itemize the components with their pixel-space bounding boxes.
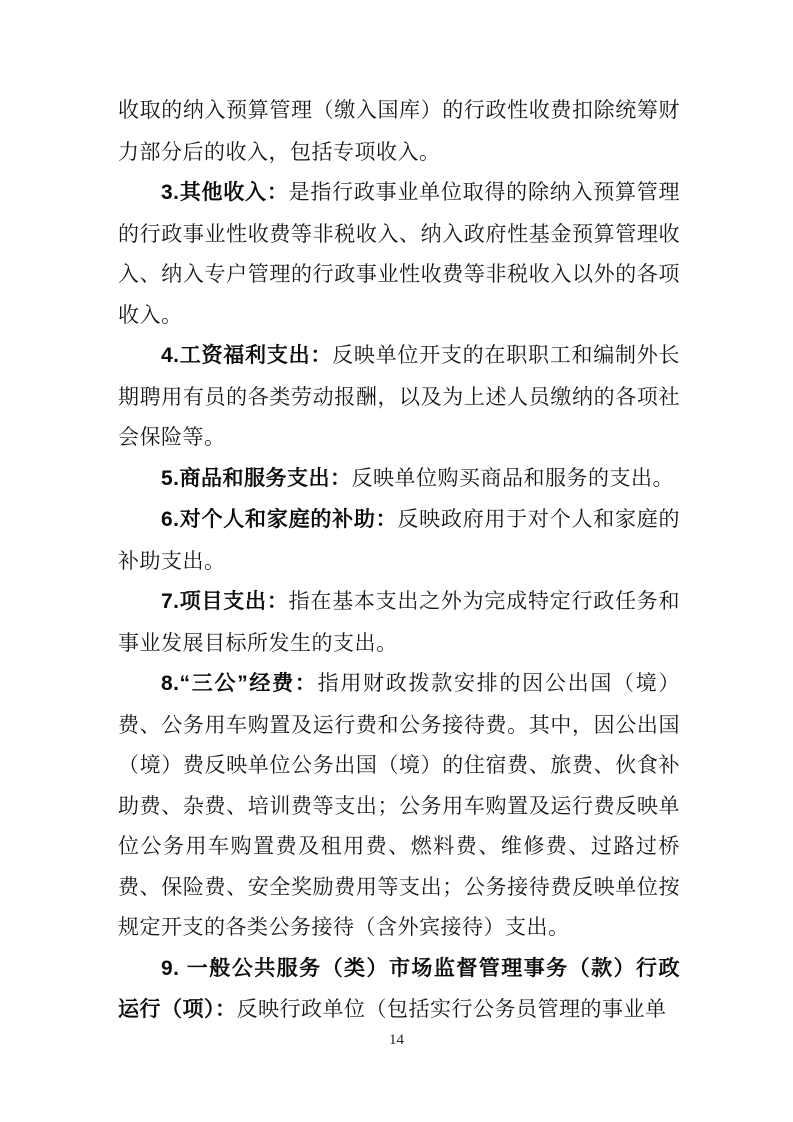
page-number: 14: [389, 1032, 404, 1048]
paragraph-lead: 6.对个人和家庭的补助：: [161, 508, 398, 531]
paragraph: [118, 663, 680, 948]
paragraph: [118, 948, 680, 1031]
paragraph-lead: 7.项目支出：: [161, 590, 289, 613]
paragraph-text: 反映行政单位（包括实行公务员管理的事业单: [236, 997, 667, 1021]
paragraph-text: 反映政府用于对个人和家庭的补助支出。: [118, 507, 680, 573]
paragraph-text: 指用财政拨款安排的因公出国（境）费、公务用车购置及运行费和公务接待费。其中，因公出国（境）费反映单位公务出国（境）的住宿费、旅费、伙食补助费、杂费、培训费等支出；公务用车购置及运行费反映单位公务用车购置费及租用费、燃料费、维修费、过路过桥费、保险费、安全奖励费用等支出；公务接待费反映单位按规定开支的各类公务接待（含外宾接待）支出。: [118, 671, 681, 939]
paragraph: [118, 581, 680, 663]
paragraph-text: 反映单位购买商品和服务的支出。: [351, 465, 675, 490]
paragraph: [118, 90, 680, 172]
paragraph-lead: 9. 一般公共服务（类）市场监督管理事务（款）行政运行（项）：: [118, 956, 680, 1021]
paragraph-text: 指在基本支出之外为完成特定行政任务和事业发展目标所发生的支出。: [118, 589, 680, 655]
paragraph-text: 反映单位开支的在职职工和编制外长期聘用有员的各类劳动报酬，以及为上述人员缴纳的各项社会保险等。: [118, 343, 681, 449]
paragraph: [118, 335, 680, 458]
paragraph: [118, 172, 680, 335]
paragraph-lead: 4.工资福利支出：: [161, 344, 333, 367]
paragraph-text: 收取的纳入预算管理（缴入国库）的行政性收费扣除统筹财力部分后的收入，包括专项收入。: [118, 98, 680, 164]
paragraph-lead: 3.其他收入：: [161, 181, 289, 204]
paragraph-text: 是指行政事业单位取得的除纳入预算管理的行政事业性收费等非税收入、纳入政府性基金预算管理收入、纳入专户管理的行政事业性收费等非税收入以外的各项收入。: [118, 180, 680, 327]
document-body: [118, 90, 680, 1031]
paragraph-lead: 5.商品和服务支出：: [161, 466, 352, 490]
paragraph: [118, 458, 680, 500]
paragraph: [118, 499, 680, 581]
paragraph-lead: 8.“三公”经费：: [161, 672, 318, 695]
